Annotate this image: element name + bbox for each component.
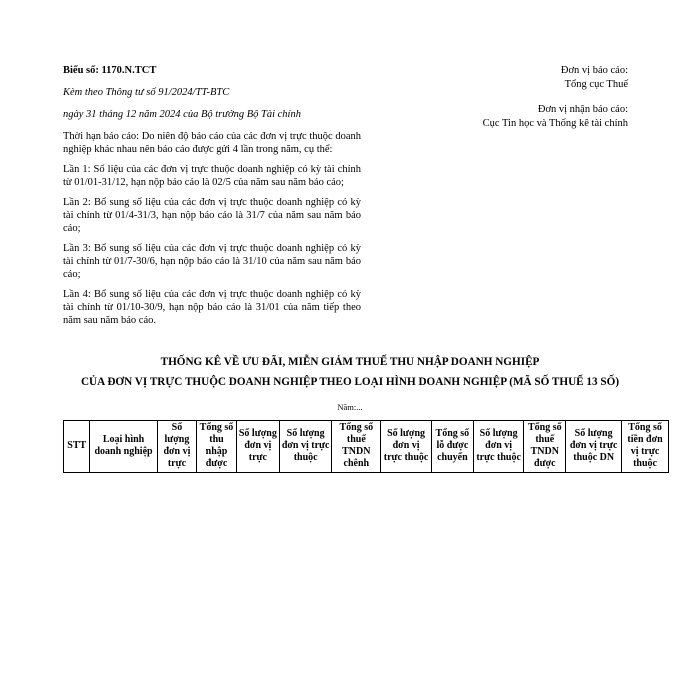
report-year: Năm:... [337,402,363,412]
attached-circular: Kèm theo Thông tư số 91/2024/TT-BTC [63,87,230,98]
column-header: Số lượng đơn vị trực thuộc [280,421,332,473]
deadline-round-2: Lần 2: Bổ sung số liệu của các đơn vị trực thuộc doanh nghiệp có kỳ tài chính từ 01/4-31/3, hạn nộp báo cáo là 31/7 của năm sau năm báo cáo; [63,197,361,234]
statistics-table [63,420,669,473]
column-header: Số lượng đơn vị trực thuộc [381,421,432,473]
receiving-unit-label: Đơn vị nhận báo cáo: [537,104,628,115]
reporting-unit: Tổng cục Thuế [564,79,628,90]
column-header: Số lượng đơn vị trực [236,421,279,473]
circular-date: ngày 31 tháng 12 năm 2024 của Bộ trưởng Bộ Tài chính [63,109,301,120]
deadline-intro: Thời hạn báo cáo: Do niên độ báo cáo của các đơn vị trực thuộc doanh nghiệp khác nhau nên báo cáo được gửi 4 lần trong năm, cụ thể: [63,131,361,155]
report-title-line-2: CỦA ĐƠN VỊ TRỰC THUỘC DOANH NGHIỆP THEO LOẠI HÌNH DOANH NGHIỆP (MÃ SỐ THUẾ 13 SỐ) [80,376,620,388]
deadline-round-4: Lần 4: Bổ sung số liệu của các đơn vị trực thuộc doanh nghiệp có kỳ tài chính từ 01/10-30/9, hạn nộp báo cáo là 31/01 của năm tiếp theo năm sau năm báo cáo. [63,289,361,326]
column-header: STT [64,421,90,473]
column-header: Số lượng đơn vị trực [157,421,197,473]
column-header: Tổng số thu nhập được [197,421,236,473]
column-header: Loại hình doanh nghiệp [90,421,157,473]
column-header: Tổng số lỗ được chuyển [431,421,473,473]
column-header: Số lượng đơn vị trực thuộc DN [566,421,622,473]
column-header: Tổng số thuế TNDN được [524,421,566,473]
report-title-line-1: THỐNG KÊ VỀ ƯU ĐÃI, MIỄN GIẢM THUẾ THU NHẬP DOANH NGHIỆP [160,356,540,368]
form-number: Biểu số: 1170.N.TCT [63,65,157,76]
column-header: Tổng số tiền đơn vị trực thuộc [622,421,669,473]
header-left [63,64,361,334]
receiving-unit: Cục Tin học và Thống kê tài chính [482,118,628,129]
deadline-round-3: Lần 3: Bổ sung số liệu của các đơn vị trực thuộc doanh nghiệp có kỳ tài chính từ 01/7-30/6, hạn nộp báo cáo là 31/10 của năm sau năm báo cáo; [63,243,361,280]
table-header-row [64,421,669,473]
column-header: Số lượng đơn vị trực thuộc [473,421,524,473]
header-right [388,64,628,131]
reporting-unit-label: Đơn vị báo cáo: [560,65,628,76]
column-header: Tổng số thuế TNDN chênh [332,421,381,473]
deadline-round-1: Lần 1: Số liệu của các đơn vị trực thuộc doanh nghiệp có kỳ tài chính từ 01/01-31/12, hạn nộp báo cáo là 02/5 của năm sau năm báo cáo; [63,164,361,188]
